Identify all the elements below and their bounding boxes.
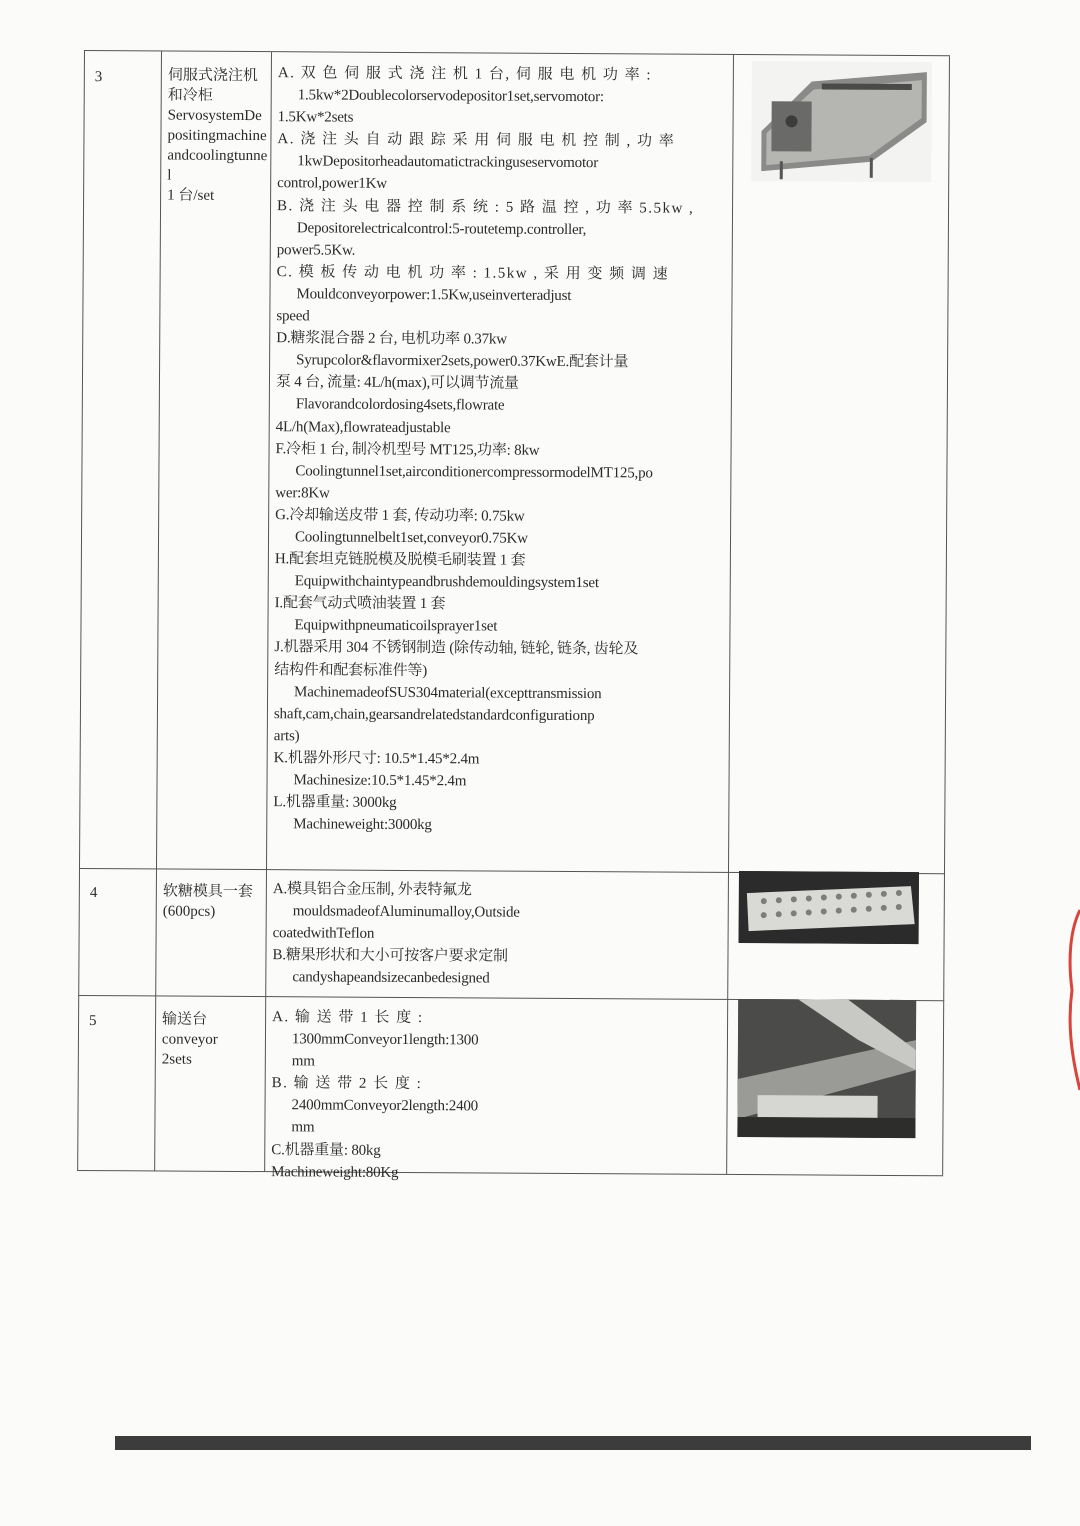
item-number-cell <box>79 51 162 868</box>
candy-mould-photo <box>739 871 919 944</box>
spec-line: Mouldconveyorpower:1.5Kw,useinverteradjust <box>296 286 572 304</box>
spec-line: 结构件和配套标准件等) <box>274 661 428 679</box>
servo-depositing-machine-photo <box>751 61 932 182</box>
item-number-cell <box>77 995 156 1170</box>
spec-line: wer:8Kw <box>275 484 330 502</box>
spec-line: 1kwDepositorheadautomatictrackinguseservomotor <box>297 153 599 172</box>
item-name-cell <box>157 51 272 869</box>
item-number: 3 <box>94 69 103 86</box>
spec-line: shaft,cam,chain,gearsandrelatedstandardconfigurationp <box>273 705 595 724</box>
spec-line: B. 浇 注 头 电 器 控 制 系 统 : 5 路 温 控 , 功 率 5.5kw , <box>277 197 695 217</box>
spec-line: mm <box>291 1053 315 1070</box>
spec-line: 1.5kw*2Doublecolorservodepositor1set,servomotor: <box>297 87 604 106</box>
spec-line: coatedwithTeflon <box>272 925 375 942</box>
item-name: 软糖模具一套 (600pcs) <box>162 883 253 920</box>
spec-line: Depositorelectricalcontrol:5-routetemp.controller, <box>296 219 587 238</box>
spec-line: A. 输 送 带 1 长 度 : <box>272 1009 424 1027</box>
spec-line: 4L/h(Max),flowrateadjustable <box>275 418 451 436</box>
spec-line: A. 双 色 伺 服 式 浇 注 机 1 台, 伺 服 电 机 功 率 : <box>277 65 653 84</box>
spec-line: H.配套坦克链脱模及脱模毛刷装置 1 套 <box>274 551 526 569</box>
spec-line: Coolingtunnelbelt1set,conveyor0.75Kw <box>294 529 528 547</box>
item-number: 5 <box>89 1013 97 1030</box>
spec-line: candyshapeandsizecanbedesigned <box>292 969 490 987</box>
spec-line: C. 模 板 传 动 电 机 功 率 : 1.5kw , 采 用 变 频 调 速 <box>276 264 670 283</box>
spec-line: L.机器重量: 3000kg <box>273 794 397 812</box>
spec-line: arts) <box>273 727 300 745</box>
spec-line: speed <box>276 308 310 325</box>
item-name: 伺服式浇注机和冷柜 ServosystemDepositingmachineandcoolingtunnel 1 台/set <box>167 67 268 204</box>
item-name-cell <box>155 995 266 1171</box>
spec-line: K.机器外形尺寸: 10.5*1.45*2.4m <box>273 750 480 768</box>
footer-rule <box>115 1436 1031 1450</box>
spec-line: Machinesize:10.5*1.45*2.4m <box>293 772 467 790</box>
spec-line: power5.5Kw. <box>276 241 356 259</box>
spec-line: D.糖浆混合器 2 台, 电机功率 0.37kw <box>276 330 507 348</box>
spec-line: Syrupcolor&flavormixer2sets,power0.37KwE.配套计量 <box>296 352 629 371</box>
item-number: 4 <box>89 885 98 902</box>
spec-line: I.配套气动式喷油装置 1 套 <box>274 595 446 613</box>
spec-line: G.冷却输送皮带 1 套, 传动功率: 0.75kw <box>275 507 525 525</box>
spec-line: Machineweight:80Kg <box>271 1163 399 1181</box>
item-spec-cell <box>267 52 734 872</box>
item-spec <box>273 62 730 838</box>
spec-line: Flavorandcolordosing4sets,flowrate <box>295 396 505 414</box>
table-row <box>77 995 944 1181</box>
spec-line: Machineweight:3000kg <box>293 816 432 834</box>
spec-line: J.机器采用 304 不锈钢制造 (除传动轴, 链轮, 链条, 齿轮及 <box>274 639 639 658</box>
item-image-cell <box>727 999 944 1175</box>
spec-line: B. 输 送 带 2 长 度 : <box>271 1075 423 1093</box>
spec-table <box>77 50 950 1185</box>
red-stamp-edge-icon <box>1066 900 1080 1100</box>
spec-line: MachinemadeofSUS304material(excepttransmission <box>294 683 602 702</box>
item-spec-cell <box>266 868 729 999</box>
item-spec <box>272 878 725 991</box>
spec-line: A.模具铝合金压制, 外表特氟龙 <box>272 881 472 899</box>
item-name-cell <box>156 867 267 996</box>
conveyor-photo <box>737 999 916 1138</box>
spec-line: Equipwithpneumaticoilsprayer1set <box>294 617 498 635</box>
spec-line: Equipwithchaintypeandbrushdemouldingsystem1set <box>294 573 599 592</box>
spec-line: A. 浇 注 头 自 动 跟 踪 采 用 伺 服 电 机 控 制 , 功 率 <box>277 131 676 150</box>
spec-line: mouldsmadeofAluminumalloy,Outside <box>292 903 520 921</box>
item-image-cell <box>729 55 950 873</box>
spec-line: control,power1Kw <box>277 175 387 193</box>
spec-line: mm <box>291 1119 315 1136</box>
spec-line: C.机器重量: 80kg <box>271 1141 381 1159</box>
table-row <box>79 50 950 874</box>
spec-line: Coolingtunnel1set,airconditionercompressormodelMT125,po <box>295 462 653 482</box>
table-row <box>78 867 945 1001</box>
spec-line: F.冷柜 1 台, 制冷机型号 MT125,功率: 8kw <box>275 440 540 459</box>
item-spec <box>271 1006 724 1186</box>
spec-line: 1.5Kw*2sets <box>277 109 354 126</box>
item-spec-cell <box>265 996 728 1181</box>
item-number-cell <box>78 867 157 995</box>
spec-line: B.糖果形状和大小可按客户要求定制 <box>272 947 508 965</box>
item-name: 输送台 conveyor 2sets <box>161 1011 218 1068</box>
spec-line: 1300mmConveyor1length:1300 <box>291 1031 479 1049</box>
item-image-cell <box>728 871 945 1000</box>
spec-line: 2400mmConveyor2length:2400 <box>291 1097 479 1115</box>
spec-line: 泵 4 台, 流量: 4L/h(max),可以调节流量 <box>275 374 519 392</box>
